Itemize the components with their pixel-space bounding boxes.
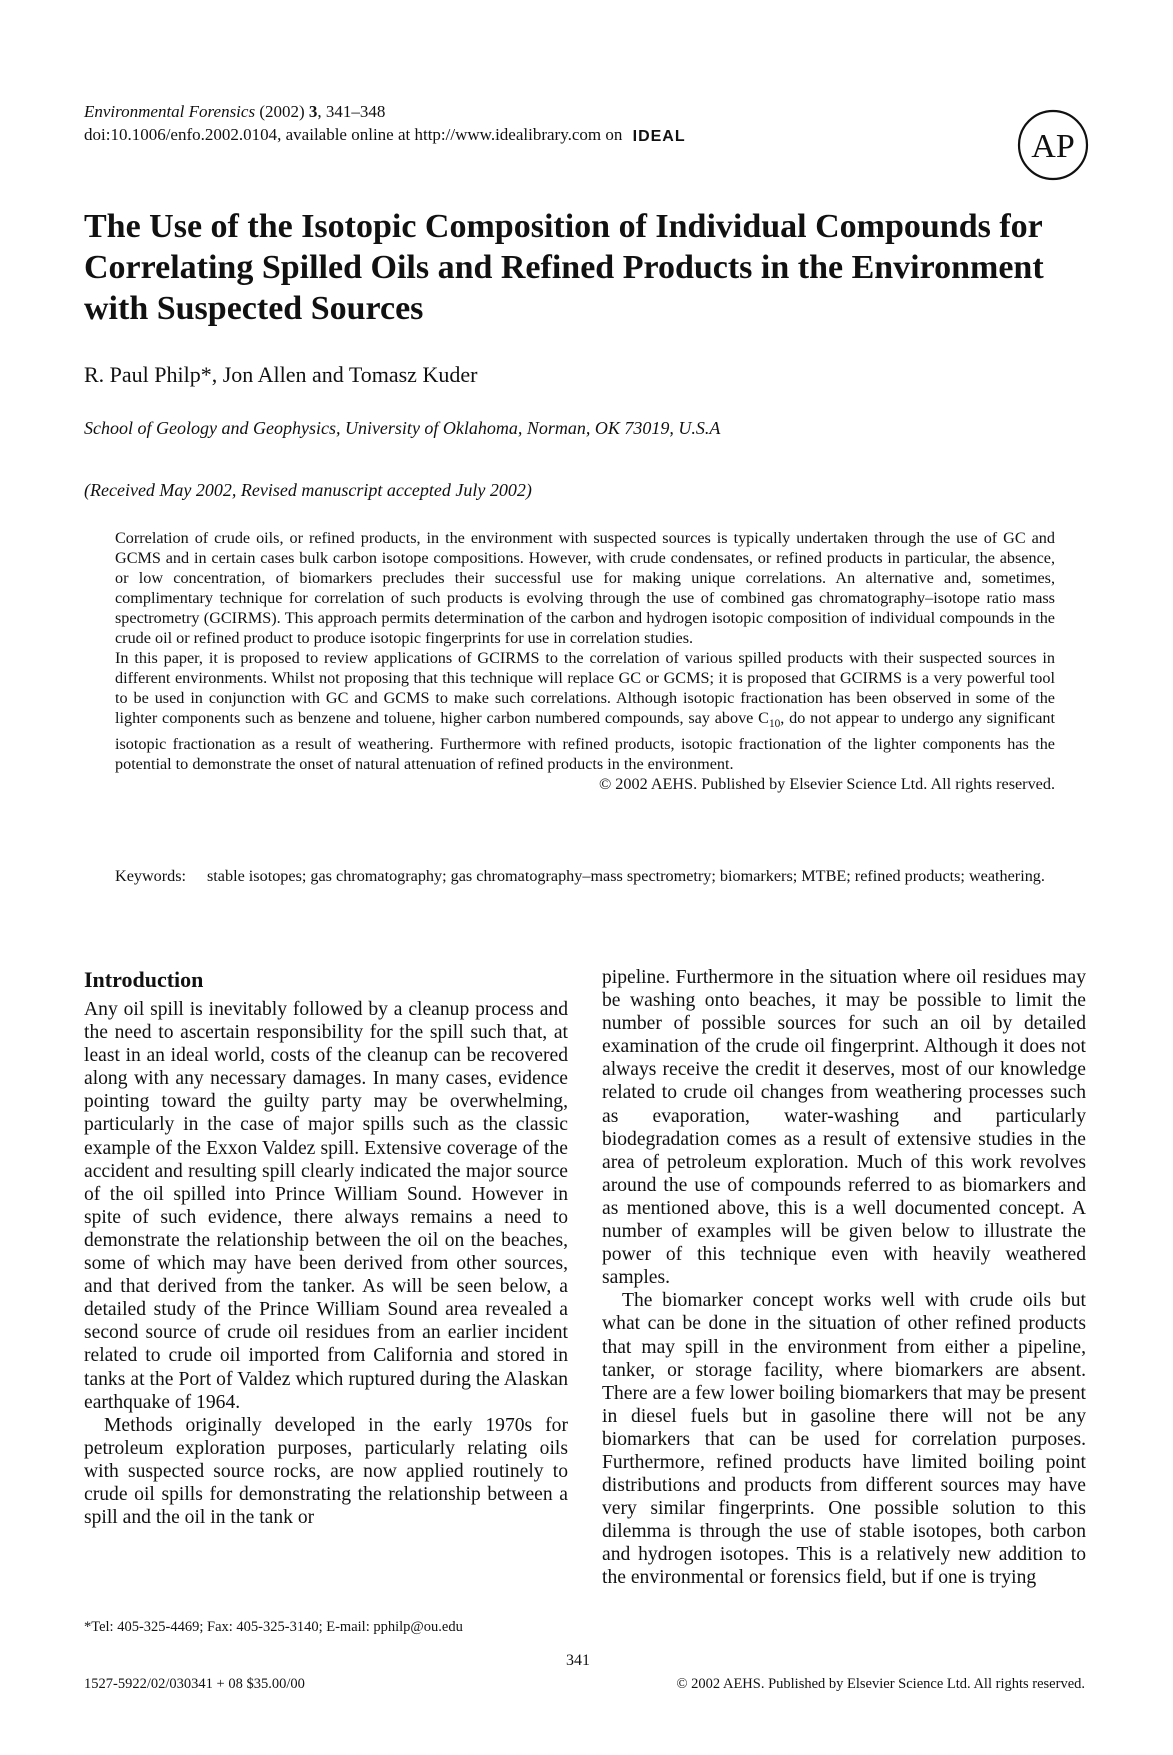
body-paragraph: Any oil spill is inevitably followed by a cleanup process and the need to ascertain responsibility for the spill such that, at least in an ideal world, costs of the cleanup can be recovered along with any necessary damages. In many cases, evidence pointing toward the guilty party may be overwhelming, particularly in the case of major spills such as the classic example of the Exxon Valdez spill. Extensive coverage of the accident and resulting spill clearly indicated the major source of the oil spilled into Prince William Sound. However in spite of such evidence, there always remains a need to demonstrate the relationship between the oil on the beaches, some of which may have been derived from other sources, and that derived from the tanker. As will be seen below, a detailed study of the Prince William Sound area revealed a second source of crude oil residues from an earlier incident related to crude oil imported from California and stored in tanks at the Port of Valdez which ruptured during the Alaskan earthquake of 1964. <box>84 999 568 1413</box>
body-paragraph: Methods originally developed in the early 1970s for petroleum exploration purposes, particularly relating oils with suspected source rocks, are now applied routinely to crude oil spills for demonstrating the relationship between a spill and the oil in the tank or <box>84 1414 568 1529</box>
abstract-paragraph-2: In this paper, it is proposed to review applications of GCIRMS to the correlation of various spilled products with their suspected sources in different environments. Whilst not proposing that this technique will replace GC or GCMS; it is proposed that GCIRMS is a very powerful tool to be used in conjunction with GC and GCMS to make such correlations. Although isotopic fractionation has been observed in some of the lighter components such as benzene and toluene, higher carbon numbered compounds, say above $C_{10}$, do not appear to undergo any significant isotopic fractionation as a result of weathering. Furthermore with refined products, isotopic fractionation of the lighter components has the potential to demonstrate the onset of natural attenuation of refined products in the environment. <box>115 649 1055 774</box>
page-number: 341 <box>566 1652 590 1669</box>
abstract-paragraph-1: Correlation of crude oils, or refined products, in the environment with suspected sources is typically undertaken through the use of GC and GCMS and in certain cases bulk carbon isotope compositions. However, with crude condensates, or refined products in particular, the absence, or low concentration, of biomarkers precludes their successful use for making unique correlations. An alternative and, sometimes, complimentary technique for correlation of such products is evolving through the use of combined gas chromatography–isotope ratio mass spectrometry (GCIRMS). This approach permits determination of the carbon and hydrogen isotopic composition of individual compounds in the crude oil or refined product to produce isotopic fingerprints for use in correlation studies. <box>115 529 1055 647</box>
journal-citation <box>84 100 686 148</box>
keywords-text: stable isotopes; gas chromatography; gas chromatography–mass spectrometry; biomarkers; MTBE; refined products; weathering. <box>207 867 1045 885</box>
doi-text: doi:10.1006/enfo.2002.0104, available online at http://www.idealibrary.com on <box>84 125 623 144</box>
journal-year: (2002) <box>255 102 309 121</box>
ap-publisher-logo <box>1016 108 1090 182</box>
ideal-logo: IDEAL <box>632 127 686 145</box>
footer-rights: © 2002 AEHS. Published by Elsevier Science Ltd. All rights reserved. <box>676 1676 1085 1692</box>
body-right-column <box>602 966 1086 1590</box>
author-footnote: *Tel: 405-325-4469; Fax: 405-325-3140; E-mail: pphilp@ou.edu <box>84 1619 463 1635</box>
body-paragraph: The biomarker concept works well with crude oils but what can be done in the situation of other refined products that may spill in the environment from either a pipeline, tanker, or storage facility, where biomarkers are absent. There are a few lower boiling biomarkers that may be present in diesel fuels but in gasoline there will not be any biomarkers that can be used for correlation purposes. Furthermore, refined products have limited boiling point distributions and products from different sources may have very similar fingerprints. One possible solution to this dilemma is through the use of stable isotopes, both carbon and hydrogen isotopes. This is a relatively new addition to the environmental or forensics field, but if one is trying <box>602 1290 1086 1589</box>
keywords-label: Keywords: <box>115 867 187 885</box>
keywords <box>115 866 1055 886</box>
received-dates: (Received May 2002, Revised manuscript accepted July 2002) <box>84 480 532 500</box>
abstract <box>115 528 1055 794</box>
article-title: The Use of the Isotopic Composition of Individual Compounds for Correlating Spilled Oils and Refined Products in the Environment with Suspected Sources <box>84 208 1044 327</box>
body-left-column <box>84 966 568 1529</box>
section-heading-introduction: Introduction <box>84 967 204 992</box>
journal-name: Environmental Forensics <box>84 102 256 121</box>
issn-line: 1527-5922/02/030341 + 08 $35.00/00 <box>84 1676 305 1692</box>
journal-pages: , 341–348 <box>317 102 386 121</box>
journal-volume: 3 <box>308 102 318 121</box>
author-list: R. Paul Philp*, Jon Allen and Tomasz Kuder <box>84 362 478 387</box>
journal-line <box>84 100 686 123</box>
affiliation: School of Geology and Geophysics, University of Oklahoma, Norman, OK 73019, U.S.A <box>84 418 721 438</box>
ap-logo-text: AP <box>1031 128 1075 165</box>
carbon-subscript: 10 <box>768 718 781 731</box>
abstract-copyright: © 2002 AEHS. Published by Elsevier Science Ltd. All rights reserved. <box>598 775 1055 794</box>
body-paragraph: pipeline. Furthermore in the situation where oil residues may be washing onto beaches, it may be possible to limit the number of possible sources for such an oil by detailed examination of the crude oil fingerprint. Although it does not always receive the credit it deserves, most of our knowledge related to crude oil changes from weathering processes such as evaporation, water-washing and particularly biodegradation comes as a result of extensive studies in the area of petroleum exploration. Much of this work revolves around the use of compounds referred to as biomarkers and as mentioned above, this is a well documented concept. A number of examples will be given below to illustrate the power of this technique even with heavily weathered samples. <box>602 967 1086 1289</box>
doi-line <box>84 123 686 148</box>
